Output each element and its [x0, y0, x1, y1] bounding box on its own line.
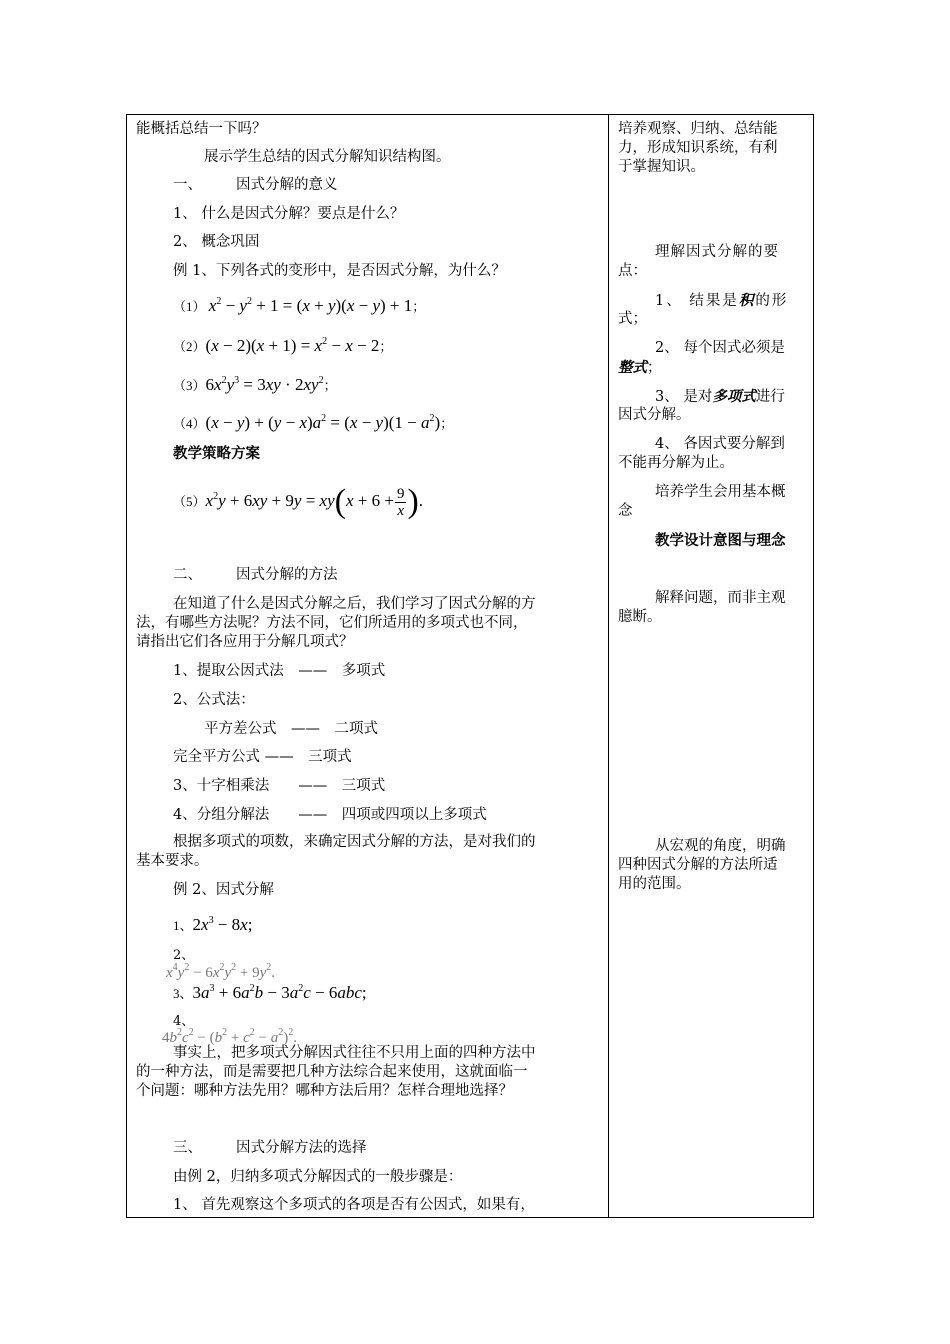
note-2-line-1: 理解因式分解的要	[655, 244, 779, 260]
section-3-number: 三、	[173, 1140, 202, 1156]
section-1-number: 一、	[173, 177, 202, 193]
exercise-1-label: 1、	[173, 918, 193, 933]
example-1: 例 1、下列各式的变形中，是否因式分解，为什么？	[173, 263, 506, 279]
formula-5-label: （5）	[173, 494, 206, 509]
note-1-line-2: 力，形成知识系统，有利	[618, 140, 778, 156]
design-intent-heading: 教学设计意图与理念	[655, 532, 786, 549]
intro-question: 能概括总结一下吗？	[136, 121, 267, 137]
formula-1-label: （1）	[173, 299, 206, 314]
formula-5: $(5)x^2y + 6xy + 9y = xy(x + 6$ + $\frac{9}{x}$ ).	[173, 483, 424, 521]
note-1-line-1: 培养观察、归纳、总结能	[618, 121, 778, 137]
section-2-number: 二、	[173, 567, 202, 583]
note-5-text-c: 进行	[755, 389, 785, 405]
paragraph-2-line-2: 基本要求。	[136, 853, 209, 869]
note-9-line-2: 臆断。	[618, 609, 662, 625]
exercise-3: 3、$3a^3 + 6a^2b - 3a^2c - 6abc$;	[173, 983, 367, 1002]
section-3-title: 因式分解方法的选择	[236, 1140, 367, 1156]
formula-2: $(2)(x - 2)(x + 1) = x^2 - x - 2$；	[173, 336, 393, 355]
intro-statement: 展示学生总结的因式分解知识结构图。	[204, 149, 451, 165]
note-9-line-1: 解释问题，而非主观	[655, 590, 786, 606]
method-1: 1、提取公因式法 —— 多项式	[173, 663, 386, 679]
note-5-emphasis: 多项式	[712, 388, 756, 405]
note-4-text-c: ；	[647, 360, 662, 376]
method-2b: 完全平方公式 —— 三项式	[173, 749, 352, 765]
note-6-line-1: 4、 各因式要分解到	[655, 436, 785, 452]
question-1: 1、 什么是因式分解？要点是什么？	[173, 206, 405, 222]
method-3: 3、十字相乘法 —— 三项式	[173, 778, 386, 794]
formula-1: （1） $x^2 - y^2 + 1 = (x + y)(x - y) + 1$；	[173, 296, 426, 315]
paragraph-4: 由例 2，归纳多项式分解因式的一般步骤是：	[173, 1169, 463, 1185]
note-6-line-2: 不能再分解为止。	[618, 455, 734, 471]
paragraph-3-line-1: 事实上，把多项式分解因式往往不只用上面的四种方法中	[173, 1045, 536, 1061]
formula-3: $(3)6x^2y^3 = 3xy \cdot 2xy^2$；	[173, 375, 337, 394]
formula-3-label: （3）	[173, 378, 206, 393]
note-3-line-2: 式；	[618, 311, 647, 327]
note-3-line-1	[655, 291, 788, 311]
method-2: 2、公式法：	[173, 692, 255, 708]
note-10-line-3: 用的范围。	[618, 876, 691, 892]
paragraph-1-line-1: 在知道了什么是因式分解之后，我们学习了因式分解的方	[173, 596, 536, 612]
note-7-line-2: 念	[618, 503, 633, 519]
paragraph-3-line-3: 个问题：哪种方法先用？哪种方法后用？怎样合理地选择？	[136, 1083, 513, 1099]
paragraph-3-line-2: 的一种方法，而是需要把几种方法综合起来使用，这就面临一	[136, 1064, 528, 1080]
exercise-2-label: 2、	[173, 948, 195, 963]
note-3-emphasis: 积	[738, 292, 756, 309]
exercise-4-label: 4、	[173, 1014, 195, 1029]
example-2: 例 2、因式分解	[173, 882, 274, 898]
note-10-line-1: 从宏观的角度，明确	[655, 838, 786, 854]
exercise-3-label: 3、	[173, 986, 193, 1001]
paragraph-1-line-3: 请指出它们各应用于分解几项式？	[136, 634, 354, 650]
column-divider	[608, 114, 609, 1218]
note-5-text-a: 3、 是对	[655, 389, 713, 405]
note-5-line-2: 因式分解。	[618, 407, 691, 423]
note-2-line-2: 点：	[618, 263, 647, 279]
exercise-4-formula: $4b^2c^2 - (b^2 + c^2 - a^2)^2$.	[162, 1027, 297, 1046]
paragraph-1-line-2: 法，有哪些方法呢？方法不同，它们所适用的多项式也不同，	[136, 615, 528, 631]
note-10-line-2: 四种因式分解的方法所适	[618, 857, 778, 873]
note-5-line-1	[655, 387, 785, 407]
section-2-title: 因式分解的方法	[236, 567, 338, 583]
note-4-line-1: 2、 每个因式必须是	[655, 340, 785, 356]
strategy-heading: 教学策略方案	[173, 445, 260, 462]
section-1-title: 因式分解的意义	[236, 177, 338, 193]
note-1-line-3: 于掌握知识。	[618, 159, 705, 175]
step-1: 1、 首先观察这个多项式的各项是否有公因式，如果有，	[173, 1197, 535, 1213]
question-2: 2、 概念巩固	[173, 234, 260, 250]
note-4-line-2	[618, 358, 662, 378]
method-2a: 平方差公式 —— 二项式	[204, 721, 378, 737]
formula-4: $(4)(x - y) + (y - x)a^2 = (x - y)(1 - a^2)$；	[173, 413, 454, 432]
note-4-emphasis: 整式	[618, 359, 647, 376]
formula-4-label: （4）	[173, 416, 206, 431]
exercise-1: 1、$2x^3 - 8x$;	[173, 915, 253, 934]
method-4: 4、分组分解法 —— 四项或四项以上多项式	[173, 807, 487, 823]
formula-2-label: （2）	[173, 339, 206, 354]
note-3-text-a: 1、 结果是	[655, 293, 739, 309]
note-3-text-c: 的形	[755, 293, 789, 309]
note-7-line-1: 培养学生会用基本概	[655, 484, 786, 500]
paragraph-2-line-1: 根据多项式的项数，来确定因式分解的方法，是对我们的	[173, 834, 536, 850]
exercise-2-formula: $x^4y^2 - 6x^2y^2 + 9y^2$.	[166, 962, 276, 981]
